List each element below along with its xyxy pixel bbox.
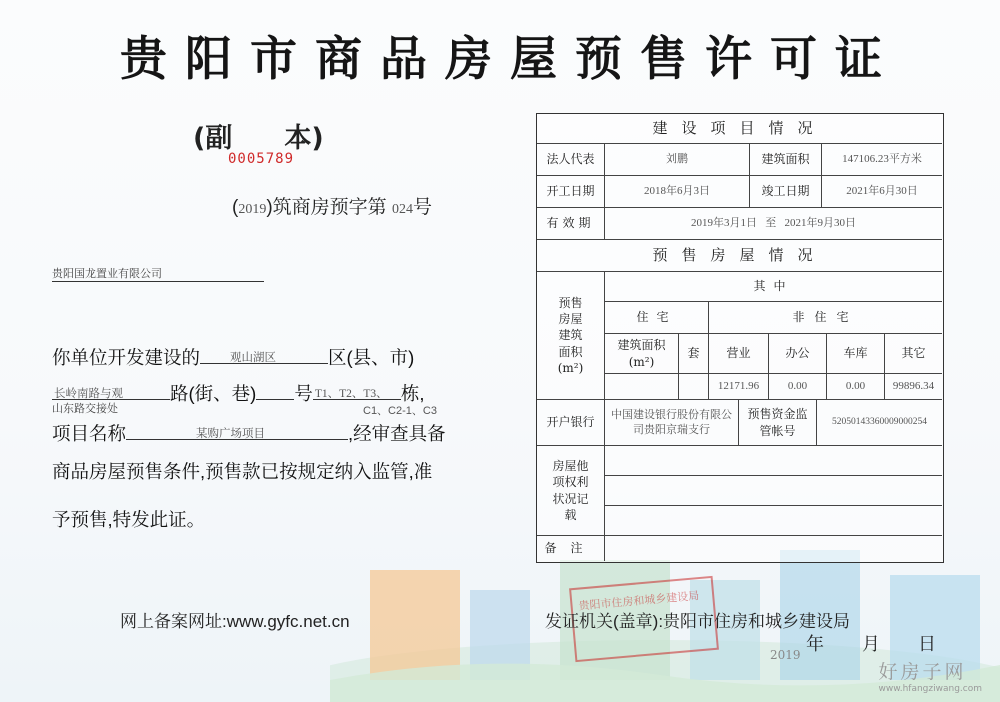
- body-line-3: 项目名称 某购广场项目 ,经审查具备: [52, 423, 446, 444]
- official-seal: 贵阳市住房和城乡建设局: [569, 576, 719, 662]
- label-bank: 开户银行: [537, 400, 605, 446]
- site-watermark: [878, 657, 982, 694]
- label-residential: 住宅: [605, 302, 709, 334]
- value-legal-rep: 刘鹏: [605, 144, 750, 176]
- value-bank: 中国建设银行股份有限公司贵阳京瑞支行: [605, 400, 739, 446]
- body-line-2: 长岭南路与观 路(街、巷) 号 T1、T2、T3、 栋,: [54, 383, 425, 404]
- permit-number: (2019)筑商房预字第 024号: [232, 197, 432, 218]
- label-presale-area: 预售房屋建筑面积(m²): [537, 272, 605, 400]
- label-legal-rep: 法人代表: [537, 144, 605, 176]
- section-header-construction: 建设项目情况: [537, 114, 942, 144]
- value-start-date: 2018年6月3日: [605, 176, 750, 208]
- watermark-text: 好房子网: [878, 661, 967, 683]
- info-table: [536, 113, 944, 563]
- watermark-url: www.hfangziwang.com: [878, 684, 982, 694]
- col-garage: 车库: [827, 334, 885, 374]
- col-shop: 营业: [709, 334, 769, 374]
- label-account: 预售资金监管帐号: [739, 400, 817, 446]
- value-end-date: 2021年6月30日: [822, 176, 942, 208]
- issue-date: 年 月 日: [806, 634, 936, 654]
- document-title: 贵阳市商品房屋预售许可证: [120, 32, 900, 87]
- label-build-area: 建筑面积: [750, 144, 822, 176]
- value-account: 52050143360009000254: [817, 400, 942, 446]
- website-line: 网上备案网址:www.gyfc.net.cn: [120, 612, 350, 631]
- body-line-5: 予预售,特发此证。: [52, 509, 206, 530]
- value-garage: 0.00: [827, 374, 885, 400]
- body-line-2b: 山东路交接处: [52, 403, 118, 415]
- label-non-residential: 非住宅: [709, 302, 942, 334]
- col-other: 其它: [885, 334, 942, 374]
- value-office: 0.00: [769, 374, 827, 400]
- body-line-2c: C1、C2-1、C3: [363, 405, 437, 417]
- label-rights: 房屋他项权利状况记载: [537, 446, 605, 536]
- issuer-line: 发证机关(盖章):贵阳市住房和城乡建设局: [545, 612, 851, 631]
- value-validity: 2019年3月1日 至 2021年9月30日: [605, 208, 942, 240]
- body-line-4: 商品房屋预售条件,预售款已按规定纳入监管,准: [52, 461, 433, 482]
- col-area: 建筑面积(m²): [605, 334, 679, 374]
- col-units: 套: [679, 334, 709, 374]
- label-validity: 有效期: [537, 208, 605, 240]
- company-name: 贵阳国龙置业有限公司: [52, 265, 264, 282]
- value-other: 99896.34: [885, 374, 942, 400]
- label-end-date: 竣工日期: [750, 176, 822, 208]
- value-shop: 12171.96: [709, 374, 769, 400]
- serial-number: 0005789: [228, 151, 295, 167]
- value-build-area: 147106.23平方米: [822, 144, 942, 176]
- label-start-date: 开工日期: [537, 176, 605, 208]
- section-header-presale: 预售房屋情况: [537, 240, 942, 272]
- label-among: 其中: [605, 272, 942, 302]
- col-office: 办公: [769, 334, 827, 374]
- body-line-1: 你单位开发建设的 观山湖区 区(县、市): [52, 347, 415, 368]
- issue-year: 2019: [770, 648, 801, 662]
- label-notes: 备注: [537, 536, 605, 561]
- copy-label: (副 本): [193, 123, 324, 154]
